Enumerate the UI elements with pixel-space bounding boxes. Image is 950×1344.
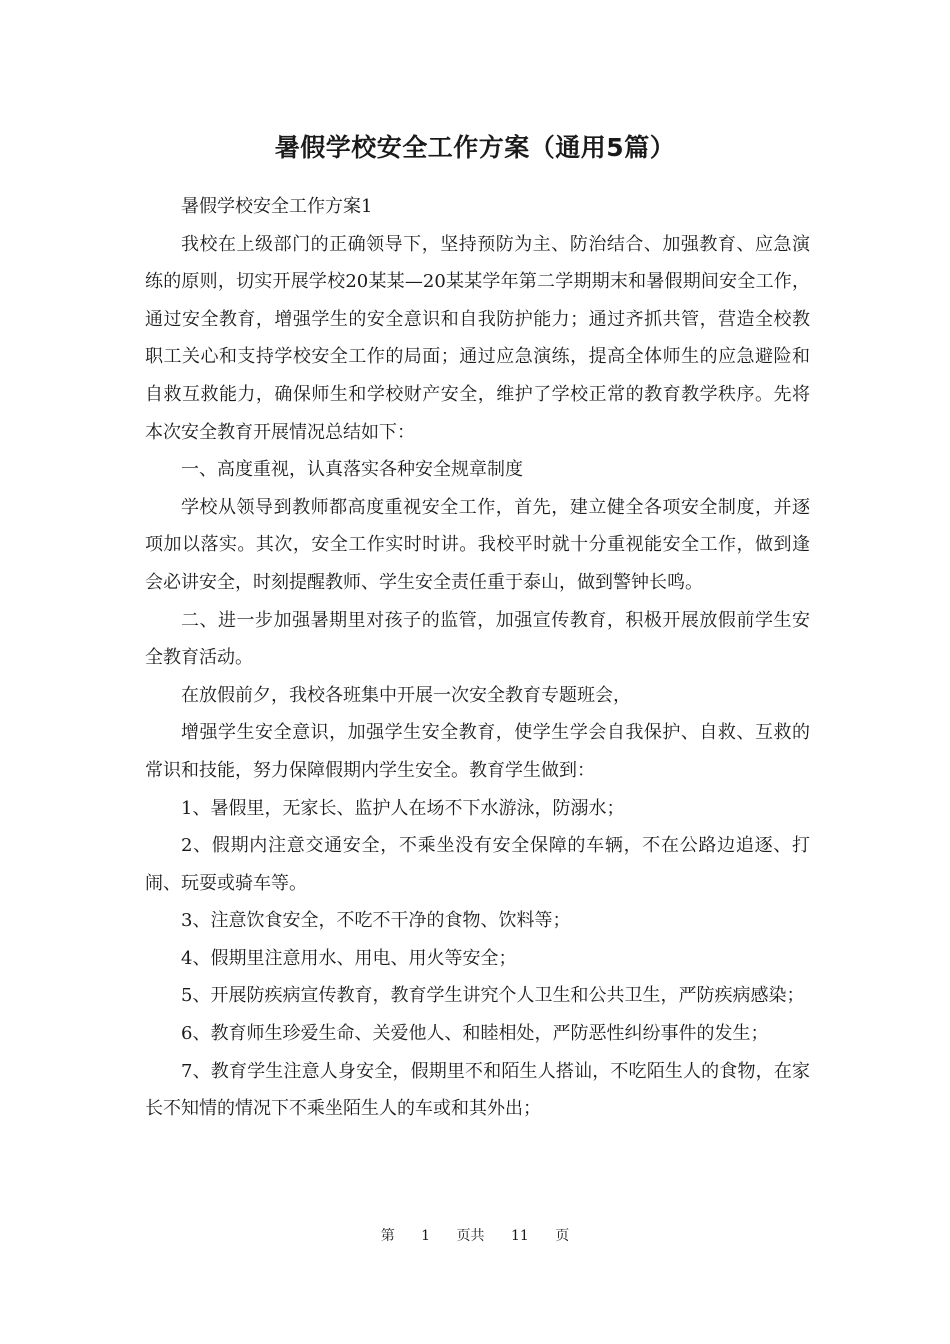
paragraph: 在放假前夕，我校各班集中开展一次安全教育专题班会，	[181, 684, 631, 706]
footer-label-page: 第	[380, 1228, 395, 1244]
paragraph: 学校从领导到教师都高度重视安全工作，首先，建立健全各项安全制度，并逐项加以落实。其次，安全工作实时时讲。我校平时就十分重视能安全工作，做到逢会必讲安全，时刻提醒教师、学生安全责任重于泰山，做到警钟长鸣。	[145, 496, 810, 593]
document-title: 暑假学校安全工作方案（通用5篇）	[274, 133, 676, 162]
paragraph: 1、暑假里，无家长、监护人在场不下水游泳，防溺水；	[181, 797, 625, 819]
footer-current-page: 1	[421, 1228, 431, 1244]
paragraph: 4、假期里注意用水、用电、用火等安全；	[181, 947, 517, 969]
paragraph: 暑假学校安全工作方案1	[181, 196, 373, 217]
paragraph: 我校在上级部门的正确领导下，坚持预防为主、防治结合、加强教育、应急演练的原则，切实开展学校20某某—20某某学年第二学期期末和暑假期间安全工作，通过安全教育，增强学生的安全意识和自我防护能力；通过齐抓共管，营造全校教职工关心和支持学校安全工作的局面；通过应急演练，提高全体师生的应急避险和自救互救能力，确保师生和学校财产安全，维护了学校正常的教育教学秩序。先将本次安全教育开展情况总结如下：	[145, 233, 810, 443]
paragraph: 5、开展防疾病宣传教育，教育学生讲究个人卫生和公共卫生，严防疾病感染；	[181, 985, 805, 1007]
paragraph: 3、注意饮食安全，不吃不干净的食物、饮料等；	[181, 910, 571, 932]
footer-label-of: 页共	[456, 1228, 485, 1244]
page-footer	[0, 1226, 950, 1246]
paragraph: 7、教育学生注意人身安全，假期里不和陌生人搭讪，不吃陌生人的食物，在家长不知情的情况下不乘坐陌生人的车或和其外出；	[145, 1060, 810, 1120]
footer-label-end: 页	[555, 1228, 570, 1244]
paragraph: 增强学生安全意识，加强学生安全教育，使学生学会自我保护、自救、互救的常识和技能，努力保障假期内学生安全。教育学生做到：	[145, 722, 810, 781]
paragraph: 2、假期内注意交通安全，不乘坐没有安全保障的车辆，不在公路边追逐、打闹、玩耍或骑车等。	[145, 835, 810, 894]
paragraph: 一、高度重视，认真落实各种安全规章制度	[181, 459, 523, 481]
paragraph: 二、进一步加强暑期里对孩子的监管，加强宣传教育，积极开展放假前学生安全教育活动。	[145, 609, 810, 669]
footer-total-pages: 11	[511, 1228, 529, 1244]
paragraph: 6、教育师生珍爱生命、关爱他人、和睦相处，严防恶性纠纷事件的发生；	[181, 1023, 769, 1045]
document-body	[145, 188, 810, 1128]
